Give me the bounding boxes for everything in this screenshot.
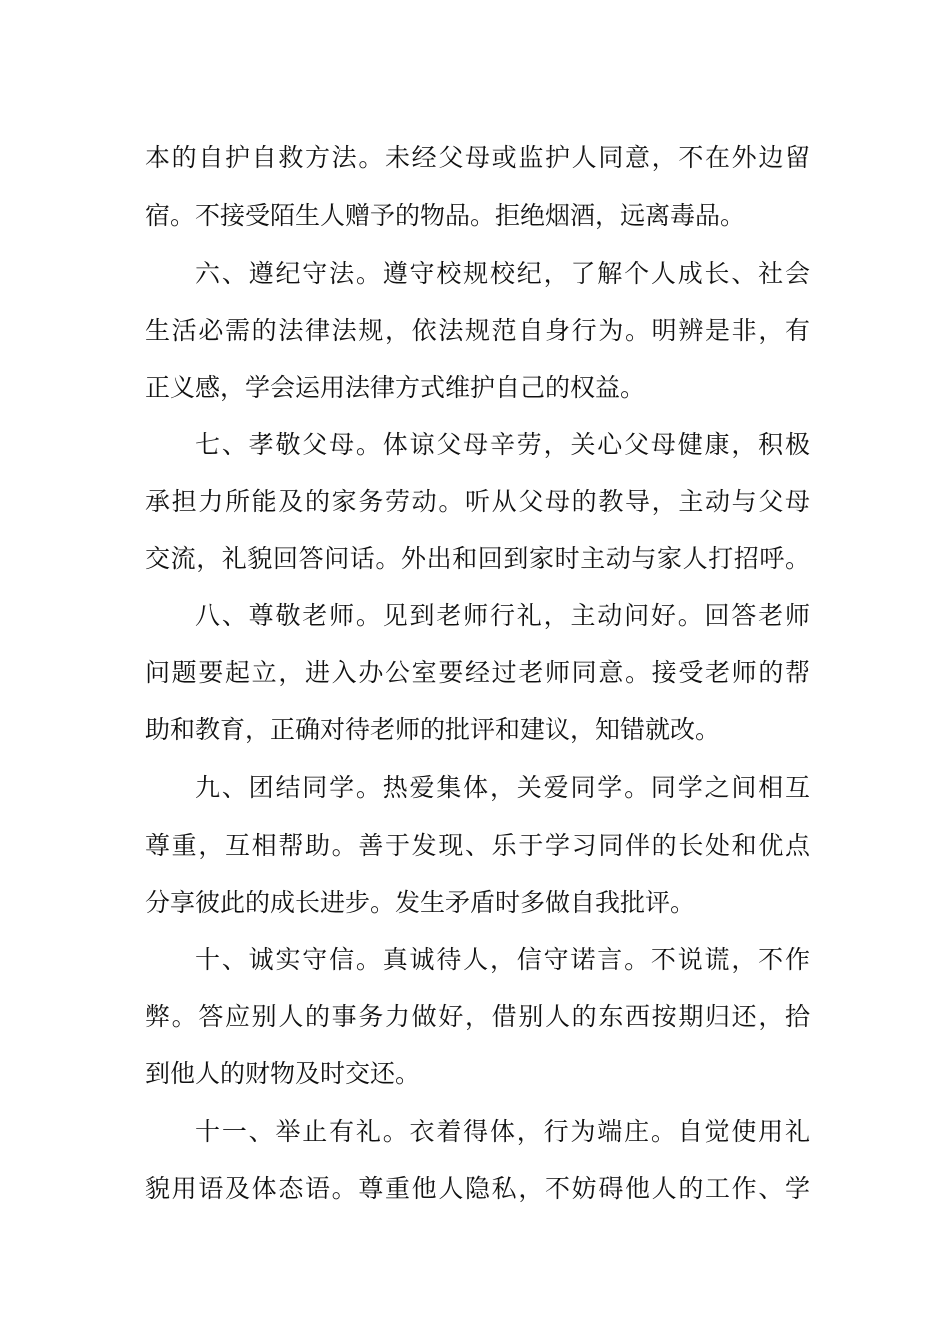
text-line: 尊重，互相帮助。善于发现、乐于学习同伴的长处和优点 [145, 831, 810, 860]
paragraph-nine-first-line: 九、团结同学。热爱集体，关爱同学。同学之间相互 [195, 773, 810, 802]
paragraph-eight-first-line: 八、尊敬老师。见到老师行礼，主动问好。回答老师 [195, 601, 810, 630]
text-line: 正义感，学会运用法律方式维护自己的权益。 [145, 373, 646, 402]
text-line: 生活必需的法律法规，依法规范自身行为。明辨是非，有 [145, 316, 810, 345]
text-line: 弊。答应别人的事务力做好，借别人的东西按期归还，拾 [145, 1002, 810, 1031]
text-line: 交流，礼貌回答问话。外出和回到家时主动与家人打招呼。 [145, 544, 810, 573]
paragraph-six-first-line: 六、遵纪守法。遵守校规校纪，了解个人成长、社会 [195, 259, 810, 288]
text-line: 分享彼此的成长进步。发生矛盾时多做自我批评。 [145, 888, 696, 917]
paragraph-seven-first-line: 七、孝敬父母。体谅父母辛劳，关心父母健康，积极 [195, 430, 810, 459]
paragraph-eleven-first-line: 十一、举止有礼。衣着得体，行为端庄。自觉使用礼 [195, 1117, 810, 1146]
text-line: 宿。不接受陌生人赠予的物品。拒绝烟酒，远离毒品。 [145, 201, 746, 230]
text-line: 貌用语及体态语。尊重他人隐私，不妨碍他人的工作、学 [145, 1174, 810, 1203]
paragraph-ten-first-line: 十、诚实守信。真诚待人，信守诺言。不说谎，不作 [195, 945, 810, 974]
text-line: 承担力所能及的家务劳动。听从父母的教导，主动与父母 [145, 487, 810, 516]
text-line: 问题要起立，进入办公室要经过老师同意。接受老师的帮 [145, 658, 810, 687]
text-line: 助和教育，正确对待老师的批评和建议，知错就改。 [145, 715, 721, 744]
text-line: 到他人的财物及时交还。 [145, 1059, 421, 1088]
text-line: 本的自护自救方法。未经父母或监护人同意，不在外边留 [145, 143, 810, 172]
